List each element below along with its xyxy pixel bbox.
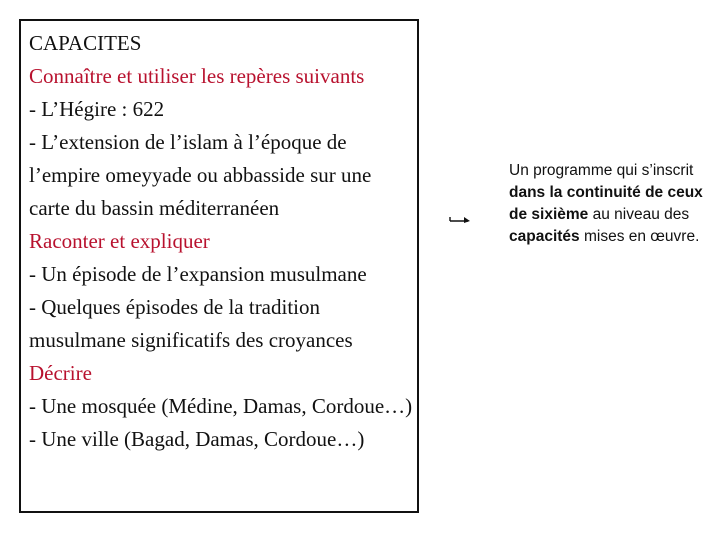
section-title-raconter: Raconter et expliquer: [29, 229, 210, 253]
item-episode-expansion: - Un épisode de l’expansion musulmane: [29, 262, 367, 286]
side-note: [509, 160, 709, 248]
item-ville: - Une ville (Bagad, Damas, Cordoue…): [29, 427, 365, 451]
item-extension-islam: - L’extension de l’islam à l’époque de l’empire omeyyade ou abbasside sur une carte du bassin méditerranéen: [29, 130, 372, 220]
item-hegire: - L’Hégire : 622: [29, 97, 165, 121]
item-mosquee: - Une mosquée (Médine, Damas, Cordoue…): [29, 394, 413, 418]
side-note-line3: mises en œuvre.: [579, 228, 700, 245]
side-note-bold2: capacités: [509, 228, 580, 245]
arrow-right-icon: [449, 212, 473, 226]
item-episodes-tradition: - Quelques épisodes de la tradition musulmane significatifs des croyances: [29, 295, 353, 352]
box-heading: CAPACITES: [29, 31, 142, 55]
side-note-line2: au niveau des: [588, 206, 690, 223]
side-note-bold1: dans la continuité de ceux de sixième: [509, 184, 703, 223]
capacites-box: [19, 19, 419, 513]
side-note-text: [509, 160, 709, 248]
section-title-decrire: Décrire: [29, 361, 92, 385]
side-note-line1: Un programme qui s’inscrit: [509, 162, 694, 179]
section-title-reperes: Connaître et utiliser les repères suivants: [29, 64, 365, 88]
